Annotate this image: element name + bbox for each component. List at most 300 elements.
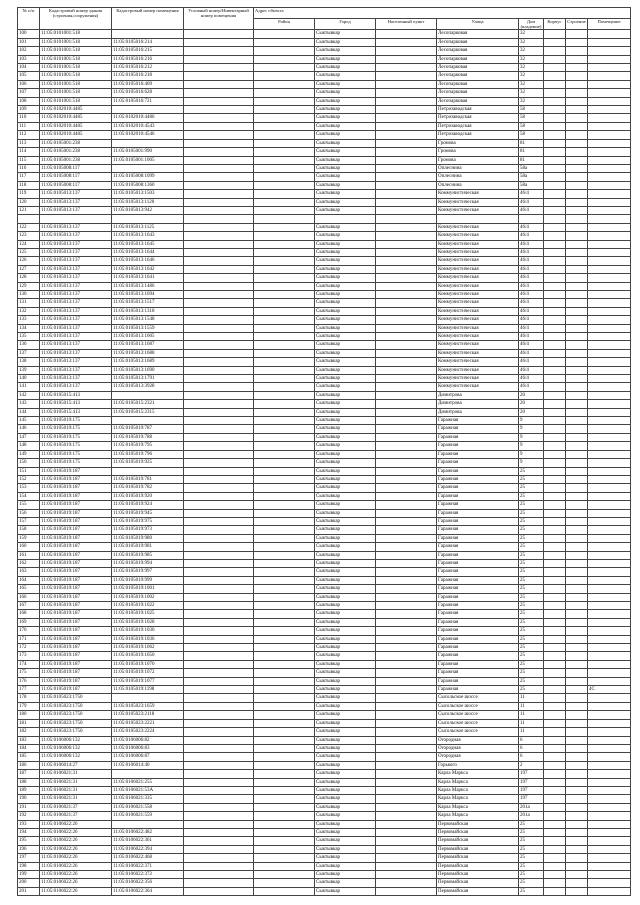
table-row — [18, 652, 631, 660]
cell-city: Сыктывкар — [315, 97, 376, 105]
cell-district — [254, 585, 315, 593]
cell-city: Сыктывкар — [315, 501, 376, 509]
cell-settlement — [376, 728, 437, 736]
cell-num: 191 — [18, 803, 40, 811]
cell-street: Гаражная — [437, 534, 519, 542]
cell-street: Карла Маркса — [437, 795, 519, 803]
cell-conditional — [184, 131, 254, 139]
cell-cad-building: 11:05:0105023:1750 — [40, 702, 112, 710]
table-row — [18, 778, 631, 786]
cell-building — [566, 484, 588, 492]
cell-korpus — [544, 635, 566, 643]
cell-cad-building: 11:05:0106022:26 — [40, 828, 112, 836]
cell-cad-premises: 11:05:0105013:1690 — [112, 366, 184, 374]
cell-cad-premises: 11:05:0105019:787 — [112, 425, 184, 433]
cell-cad-building: 11:05:0105013:137 — [40, 223, 112, 231]
cell-num: 119 — [18, 190, 40, 198]
cell-cad-building: 11:05:0102010:4485 — [40, 122, 112, 130]
cell-conditional — [184, 467, 254, 475]
cell-city: Сыктывкар — [315, 400, 376, 408]
table-row — [18, 173, 631, 181]
cell-building — [566, 711, 588, 719]
table-row — [18, 114, 631, 122]
cell-city: Сыктывкар — [315, 89, 376, 97]
table-header — [18, 8, 631, 30]
cell-house: 46/4 — [519, 383, 544, 391]
cell-cad-building: 11:05:0105019:187 — [40, 585, 112, 593]
cell-room — [588, 139, 631, 147]
table-row — [18, 282, 631, 290]
cell-num: 188 — [18, 778, 40, 786]
cell-num: 168 — [18, 610, 40, 618]
cell-num: 153 — [18, 484, 40, 492]
cell-settlement — [376, 593, 437, 601]
cell-building — [566, 677, 588, 685]
cell-city: Сыктывкар — [315, 702, 376, 710]
cell-settlement — [376, 618, 437, 626]
cell-conditional — [184, 173, 254, 181]
cell-building — [566, 627, 588, 635]
cell-room — [588, 509, 631, 517]
cell-num: 135 — [18, 333, 40, 341]
cell-conditional — [184, 299, 254, 307]
cell-cad-building: 11:05:0105019:175 — [40, 442, 112, 450]
table-row — [18, 728, 631, 736]
cell-house: 32 — [519, 89, 544, 97]
cell-conditional — [184, 871, 254, 879]
cell-city: Сыктывкар — [315, 131, 376, 139]
cell-cad-building: 11:05:0105019:175 — [40, 425, 112, 433]
cell-house: 32 — [519, 47, 544, 55]
cell-settlement — [376, 719, 437, 727]
cell-house: 25 — [519, 593, 544, 601]
cell-settlement — [376, 324, 437, 332]
cell-korpus — [544, 391, 566, 399]
cell-cad-building: 11:05:0105019:187 — [40, 467, 112, 475]
cell-cad-premises: 11:05:0106022:468 — [112, 854, 184, 862]
cell-cad-premises: 11:05:0105019:925 — [112, 459, 184, 467]
cell-room — [588, 64, 631, 72]
cell-cad-premises: 11:05:0105013:1605 — [112, 333, 184, 341]
cell-cad-building: 11:05:0105013:137 — [40, 366, 112, 374]
cell-num: 142 — [18, 391, 40, 399]
cell-num: 161 — [18, 551, 40, 559]
cell-house: 46/4 — [519, 316, 544, 324]
cell-settlement — [376, 190, 437, 198]
cell-room — [588, 324, 631, 332]
cell-city: Сыктывкар — [315, 299, 376, 307]
cell-district — [254, 475, 315, 483]
cell-street: Громова — [437, 156, 519, 164]
header-room: Помещение — [588, 19, 631, 30]
cell-cad-building: 11:05:0105013:137 — [40, 375, 112, 383]
cell-building — [566, 795, 588, 803]
cell-num: 177 — [18, 686, 40, 694]
cell-cad-building: 11:05:0106014:27 — [40, 761, 112, 769]
cell-conditional — [184, 106, 254, 114]
cell-korpus — [544, 660, 566, 668]
cell-house — [519, 215, 544, 223]
table-row — [18, 459, 631, 467]
cell-settlement — [376, 299, 437, 307]
table-row — [18, 198, 631, 206]
table-row — [18, 627, 631, 635]
header-settlement: Населенный пункт — [376, 19, 437, 30]
cell-conditional — [184, 602, 254, 610]
cell-district — [254, 820, 315, 828]
cell-cad-premises: 11:05:0106021:53А — [112, 786, 184, 794]
cell-cad-building: 11:05:0105019:187 — [40, 602, 112, 610]
cell-korpus — [544, 47, 566, 55]
cell-num: 184 — [18, 744, 40, 752]
cell-room — [588, 47, 631, 55]
cell-house: 25 — [519, 484, 544, 492]
cell-cad-premises: 11:05:0106022:356 — [112, 879, 184, 887]
cell-cad-building: 11:05:0101001:518 — [40, 38, 112, 46]
cell-cad-building: 11:05:0105019:187 — [40, 559, 112, 567]
cell-conditional — [184, 400, 254, 408]
table-row — [18, 391, 631, 399]
cell-street: Коммунистическая — [437, 299, 519, 307]
cell-settlement — [376, 181, 437, 189]
cell-settlement — [376, 484, 437, 492]
cell-room — [588, 694, 631, 702]
cell-room — [588, 80, 631, 88]
cell-district — [254, 265, 315, 273]
cell-district — [254, 324, 315, 332]
cell-district — [254, 417, 315, 425]
cell-district — [254, 383, 315, 391]
cell-korpus — [544, 551, 566, 559]
cell-korpus — [544, 375, 566, 383]
cell-room — [588, 576, 631, 584]
cell-conditional — [184, 845, 254, 853]
cell-num: 195 — [18, 837, 40, 845]
cell-street: Огородная — [437, 744, 519, 752]
cell-room — [588, 812, 631, 820]
cell-room — [588, 744, 631, 752]
cell-cad-premises: 11:05:0105008:1099 — [112, 173, 184, 181]
cell-conditional — [184, 417, 254, 425]
cell-room — [588, 349, 631, 357]
cell-room — [588, 820, 631, 828]
cell-cad-premises: 11:05:0105019:1072 — [112, 669, 184, 677]
cell-district — [254, 38, 315, 46]
cell-cad-premises: 11:05:0102010:4543 — [112, 122, 184, 130]
cell-room — [588, 316, 631, 324]
cell-cad-building: 11:05:0105019:187 — [40, 627, 112, 635]
cell-num: 110 — [18, 114, 40, 122]
cell-settlement — [376, 257, 437, 265]
cell-num: 107 — [18, 89, 40, 97]
cell-cad-premises: 11:05:0105019:788 — [112, 433, 184, 441]
cell-district — [254, 164, 315, 172]
cell-cad-premises: 11:05:0105013:1644 — [112, 248, 184, 256]
cell-street: Коммунистическая — [437, 223, 519, 231]
cell-cad-premises: 11:05:0105019:1030 — [112, 627, 184, 635]
cell-cad-building: 11:05:0105019:187 — [40, 551, 112, 559]
cell-building — [566, 610, 588, 618]
cell-cad-building: 11:05:0106022:26 — [40, 845, 112, 853]
cell-conditional — [184, 114, 254, 122]
cell-num: 199 — [18, 871, 40, 879]
cell-cad-building: 11:05:0105019:187 — [40, 543, 112, 551]
cell-house: 25 — [519, 644, 544, 652]
cell-district — [254, 534, 315, 542]
cell-district — [254, 795, 315, 803]
table-row — [18, 887, 631, 895]
cell-house: 2 — [519, 761, 544, 769]
cell-building — [566, 871, 588, 879]
cell-conditional — [184, 786, 254, 794]
cell-korpus — [544, 55, 566, 63]
cell-house: 32 — [519, 38, 544, 46]
cell-house: 25 — [519, 526, 544, 534]
cell-room — [588, 248, 631, 256]
cell-cad-premises: 11:05:0106006:83 — [112, 744, 184, 752]
cell-house: 46/4 — [519, 307, 544, 315]
cell-korpus — [544, 290, 566, 298]
cell-room — [588, 879, 631, 887]
cell-building — [566, 635, 588, 643]
cell-building — [566, 417, 588, 425]
table-row — [18, 442, 631, 450]
cell-building — [566, 190, 588, 198]
cell-settlement — [376, 820, 437, 828]
cell-building — [566, 736, 588, 744]
table-row — [18, 517, 631, 525]
cell-korpus — [544, 711, 566, 719]
cell-room — [588, 761, 631, 769]
cell-city: Сыктывкар — [315, 568, 376, 576]
cell-district — [254, 602, 315, 610]
cell-house: 11 — [519, 719, 544, 727]
cell-conditional — [184, 534, 254, 542]
cell-street: Оплеснина — [437, 164, 519, 172]
cell-num: 116 — [18, 164, 40, 172]
cell-settlement — [376, 803, 437, 811]
cell-city: Сыктывкар — [315, 618, 376, 626]
cell-num: 169 — [18, 618, 40, 626]
cell-cad-premises: 11:05:0105013:1559 — [112, 324, 184, 332]
cell-street: Гаражная — [437, 484, 519, 492]
cell-conditional — [184, 358, 254, 366]
cell-korpus — [544, 248, 566, 256]
cell-room — [588, 450, 631, 458]
cell-district — [254, 719, 315, 727]
cell-city: Сыктывкар — [315, 433, 376, 441]
cell-city: Сыктывкар — [315, 845, 376, 853]
table-row — [18, 122, 631, 130]
cell-cad-premises: 11:05:0105019:975 — [112, 517, 184, 525]
cell-conditional — [184, 559, 254, 567]
table-row — [18, 156, 631, 164]
cell-building — [566, 139, 588, 147]
cell-cad-premises: 11:05:0106021:255 — [112, 778, 184, 786]
cell-cad-building: 11:05:0105019:187 — [40, 526, 112, 534]
cell-conditional — [184, 408, 254, 416]
cell-city: Сыктывкар — [315, 602, 376, 610]
cell-street: Сысольское шоссе — [437, 694, 519, 702]
cell-conditional — [184, 551, 254, 559]
cell-house: 25 — [519, 576, 544, 584]
cell-cad-building: 11:05:0105013:137 — [40, 190, 112, 198]
cell-street: Лесопарковая — [437, 97, 519, 105]
cell-conditional — [184, 694, 254, 702]
cell-num — [18, 215, 40, 223]
table-row — [18, 862, 631, 870]
cell-building — [566, 232, 588, 240]
cell-conditional — [184, 812, 254, 820]
cell-settlement — [376, 845, 437, 853]
cell-district — [254, 677, 315, 685]
cell-conditional — [184, 501, 254, 509]
cell-building — [566, 299, 588, 307]
cell-conditional — [184, 38, 254, 46]
table-row — [18, 812, 631, 820]
table-row — [18, 72, 631, 80]
cell-cad-building: 11:05:0105019:187 — [40, 475, 112, 483]
cell-street: Огородная — [437, 736, 519, 744]
cell-city: Сыктывкар — [315, 828, 376, 836]
cell-conditional — [184, 702, 254, 710]
cell-building — [566, 467, 588, 475]
cell-house: 25 — [519, 627, 544, 635]
cell-settlement — [376, 467, 437, 475]
cell-conditional — [184, 198, 254, 206]
cell-city: Сыктывкар — [315, 156, 376, 164]
cell-district — [254, 736, 315, 744]
cell-conditional — [184, 795, 254, 803]
cell-district — [254, 551, 315, 559]
cell-building — [566, 778, 588, 786]
cell-korpus — [544, 652, 566, 660]
table-row — [18, 190, 631, 198]
cell-street: Гаражная — [437, 627, 519, 635]
cell-conditional — [184, 837, 254, 845]
cell-street: Оплеснина — [437, 181, 519, 189]
cell-district — [254, 786, 315, 794]
cell-house: 46/4 — [519, 206, 544, 214]
cell-num: 138 — [18, 358, 40, 366]
header-num: № п/п — [18, 8, 40, 30]
cell-district — [254, 349, 315, 357]
cell-building — [566, 828, 588, 836]
cell-conditional — [184, 64, 254, 72]
cell-house: 46/4 — [519, 333, 544, 341]
table-row — [18, 433, 631, 441]
cell-num: 167 — [18, 602, 40, 610]
cell-city: Сыктывкар — [315, 711, 376, 719]
cell-cad-building: 11:05:0105013:137 — [40, 265, 112, 273]
cell-district — [254, 660, 315, 668]
cell-room — [588, 156, 631, 164]
cell-street: Первомайская — [437, 879, 519, 887]
cell-room — [588, 417, 631, 425]
cell-street: Гаражная — [437, 526, 519, 534]
cell-room — [588, 862, 631, 870]
cell-cad-building: 11:05:0105013:137 — [40, 333, 112, 341]
cell-street: Лесопарковая — [437, 47, 519, 55]
cell-conditional — [184, 618, 254, 626]
cell-city: Сыктывкар — [315, 786, 376, 794]
header-district: Район — [254, 19, 315, 30]
cell-cad-premises: 11:05:0102010:4486 — [112, 114, 184, 122]
cell-conditional — [184, 459, 254, 467]
header-conditional: Условный номер/Инвентарный номер помещения — [184, 8, 254, 30]
cell-house: 46/4 — [519, 349, 544, 357]
cell-cad-building: 11:05:0105015:413 — [40, 391, 112, 399]
cell-conditional — [184, 677, 254, 685]
cell-room — [588, 106, 631, 114]
cell-house: 81 — [519, 139, 544, 147]
cell-korpus — [544, 30, 566, 38]
cell-korpus — [544, 534, 566, 542]
cell-building — [566, 307, 588, 315]
cell-conditional — [184, 820, 254, 828]
cell-street: Димитрова — [437, 391, 519, 399]
cell-room — [588, 425, 631, 433]
cell-city: Сыктывкар — [315, 425, 376, 433]
cell-building — [566, 131, 588, 139]
cell-district — [254, 887, 315, 895]
cell-house: 11 — [519, 711, 544, 719]
cell-num: 134 — [18, 324, 40, 332]
cell-house: 25 — [519, 635, 544, 643]
cell-room — [588, 383, 631, 391]
cell-settlement — [376, 114, 437, 122]
cell-district — [254, 543, 315, 551]
cell-room — [588, 122, 631, 130]
cell-korpus — [544, 879, 566, 887]
cell-cad-premises: 11:05:0105019:796 — [112, 450, 184, 458]
cell-district — [254, 366, 315, 374]
cell-conditional — [184, 148, 254, 156]
cell-building — [566, 845, 588, 853]
cell-cad-building: 11:05:0105019:187 — [40, 484, 112, 492]
cell-korpus — [544, 190, 566, 198]
table-row — [18, 845, 631, 853]
cell-cad-premises: 11:05:0105019:1028 — [112, 618, 184, 626]
cell-cad-building: 11:05:0105015:413 — [40, 400, 112, 408]
cell-building — [566, 585, 588, 593]
cell-korpus — [544, 543, 566, 551]
cell-house: 201а — [519, 812, 544, 820]
cell-room — [588, 198, 631, 206]
cell-cad-building: 11:05:0105019:187 — [40, 501, 112, 509]
cell-city: Сыктывкар — [315, 38, 376, 46]
cell-cad-premises: 11:05:0105013:1517 — [112, 299, 184, 307]
cell-building — [566, 526, 588, 534]
cell-conditional — [184, 719, 254, 727]
cell-korpus — [544, 307, 566, 315]
table-row — [18, 324, 631, 332]
cell-street: Карла Маркса — [437, 786, 519, 794]
cell-room — [588, 635, 631, 643]
cell-house: 6 — [519, 736, 544, 744]
cell-house: 25 — [519, 618, 544, 626]
cell-korpus — [544, 559, 566, 567]
cell-city: Сыктывкар — [315, 576, 376, 584]
cell-house: 25 — [519, 845, 544, 853]
cell-settlement — [376, 38, 437, 46]
table-row — [18, 753, 631, 761]
table-row — [18, 358, 631, 366]
cell-settlement — [376, 450, 437, 458]
cell-city: Сыктывкар — [315, 484, 376, 492]
table-row — [18, 484, 631, 492]
cell-cad-premises: 11:05:0105019:1077 — [112, 677, 184, 685]
